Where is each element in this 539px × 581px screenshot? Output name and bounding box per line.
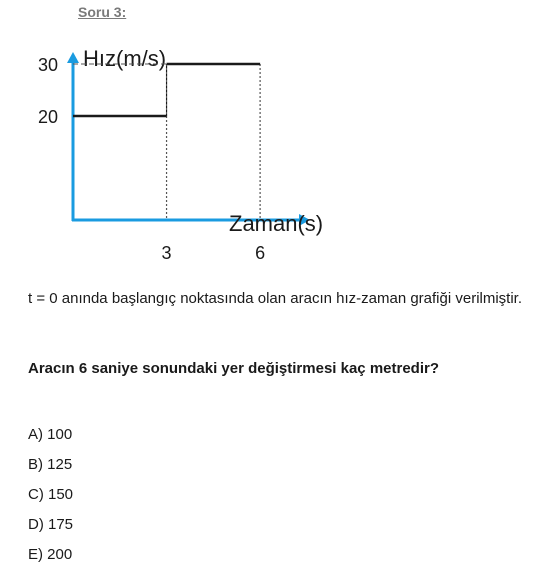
x-tick-label: 6 <box>255 243 266 263</box>
option-b[interactable]: B) 125 <box>28 456 73 473</box>
x-axis-label: Zaman(s) <box>229 211 324 236</box>
y-axis-arrowhead <box>67 52 79 63</box>
x-tick-label: 3 <box>161 243 172 263</box>
y-tick-label: 30 <box>37 55 59 75</box>
y-axis <box>67 46 166 221</box>
option-d[interactable]: D) 175 <box>28 516 74 533</box>
option-a[interactable]: A) 100 <box>28 426 73 443</box>
velocity-time-graph <box>0 0 539 270</box>
x-axis <box>72 211 323 236</box>
answer-options <box>28 420 73 570</box>
question-number: Soru 3: <box>78 4 127 20</box>
y-tick-label: 20 <box>37 107 59 127</box>
option-c[interactable]: C) 150 <box>28 486 74 503</box>
option-e[interactable]: E) 200 <box>28 546 73 563</box>
question-stem: t = 0 anında başlangıç noktasında olan aracın hız-zaman grafiği verilmiştir. <box>28 290 523 307</box>
y-axis-label: Hız(m/s) <box>83 46 167 71</box>
question-prompt: Aracın 6 saniye sonundaki yer değiştirmesi kaç metredir? <box>28 360 440 377</box>
